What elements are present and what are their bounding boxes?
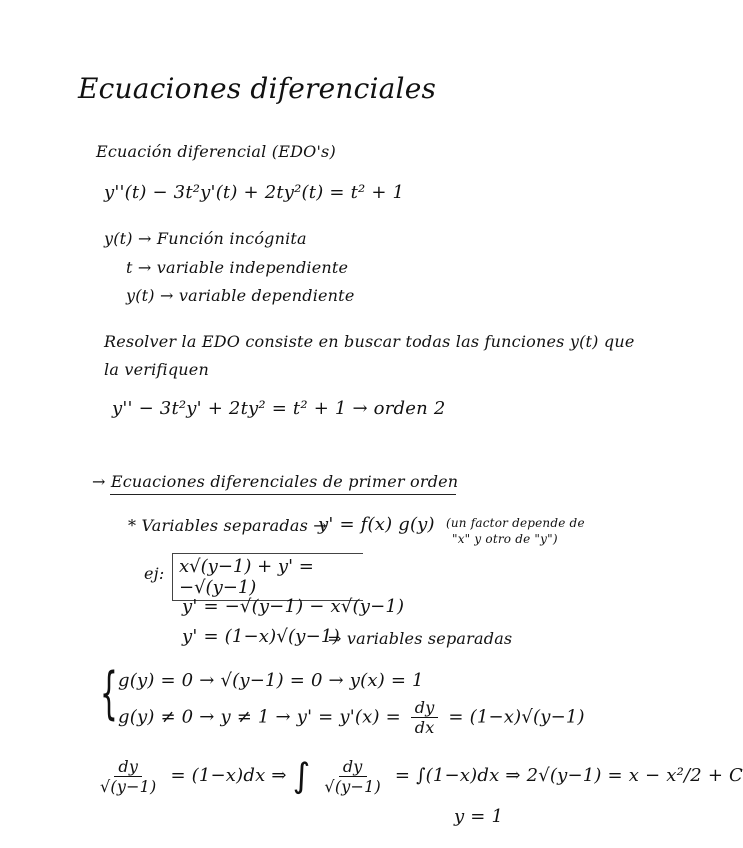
final-solution: y = 1: [454, 806, 504, 827]
separable-label: * Variables separadas →: [128, 516, 327, 535]
integration-eq-1: = (1−x)dx ⇒: [170, 765, 287, 786]
dy-numerator: dy: [411, 698, 439, 718]
separable-note-1: (un factor depende de: [446, 516, 585, 530]
case-nonzero-left: g(y) ≠ 0 → y ≠ 1 → y' = y'(x) =: [118, 706, 401, 728]
boxed-example: [172, 553, 363, 601]
definition-y-dependent: y(t) → variable dependiente: [126, 286, 355, 305]
integral-numerator: dy: [339, 757, 367, 777]
integral-sign: ∫: [292, 756, 311, 796]
edo-heading: Ecuación diferencial (EDO's): [96, 142, 336, 161]
resolver-line-2: la verifiquen: [104, 360, 209, 379]
step-2: y' = (1−x)√(y−1): [182, 626, 340, 647]
case-nonzero-right: = (1−x)√(y−1): [448, 706, 585, 728]
resolver-line-1: Resolver la EDO consiste en buscar todas las funciones y(t) que: [104, 332, 635, 351]
boxed-equation: x√(y−1) + y' = −√(y−1): [179, 556, 314, 598]
example-equation: y''(t) − 3t²y'(t) + 2ty²(t) = t² + 1: [104, 182, 405, 203]
step-2-note: ⇒ variables separadas: [328, 629, 513, 648]
lhs-numerator: dy: [114, 757, 142, 777]
integral-denominator: √(y−1): [324, 776, 381, 796]
case-nonzero: [118, 698, 585, 737]
example-label: ej:: [144, 564, 165, 583]
first-order-heading: → Ecuaciones diferenciales de primer orden: [92, 472, 459, 491]
definition-t: t → variable independiente: [126, 258, 349, 277]
integral-fraction: [320, 757, 385, 796]
definition-y: y(t) → Función incógnita: [104, 229, 307, 248]
integration-eq-2: = ∫(1−x)dx ⇒ 2√(y−1) = x − x²/2 + C: [394, 765, 743, 786]
heading-underline: [110, 494, 456, 495]
separable-form: y' = f(x) g(y): [318, 514, 435, 535]
lhs-fraction: [96, 757, 161, 796]
dy-dx-fraction: [411, 698, 439, 737]
dx-denominator: dx: [414, 718, 435, 737]
step-1: y' = −√(y−1) − x√(y−1): [182, 596, 405, 617]
case-zero: g(y) = 0 → √(y−1) = 0 → y(x) = 1: [118, 670, 424, 691]
integration-line: [92, 756, 743, 796]
separable-note-2: "x" y otro de "y"): [452, 532, 558, 546]
case-brace: {: [100, 661, 118, 726]
page-title: Ecuaciones diferenciales: [78, 72, 437, 105]
lhs-denominator: √(y−1): [100, 776, 157, 796]
order-equation: y'' − 3t²y' + 2ty² = t² + 1 → orden 2: [112, 398, 446, 419]
